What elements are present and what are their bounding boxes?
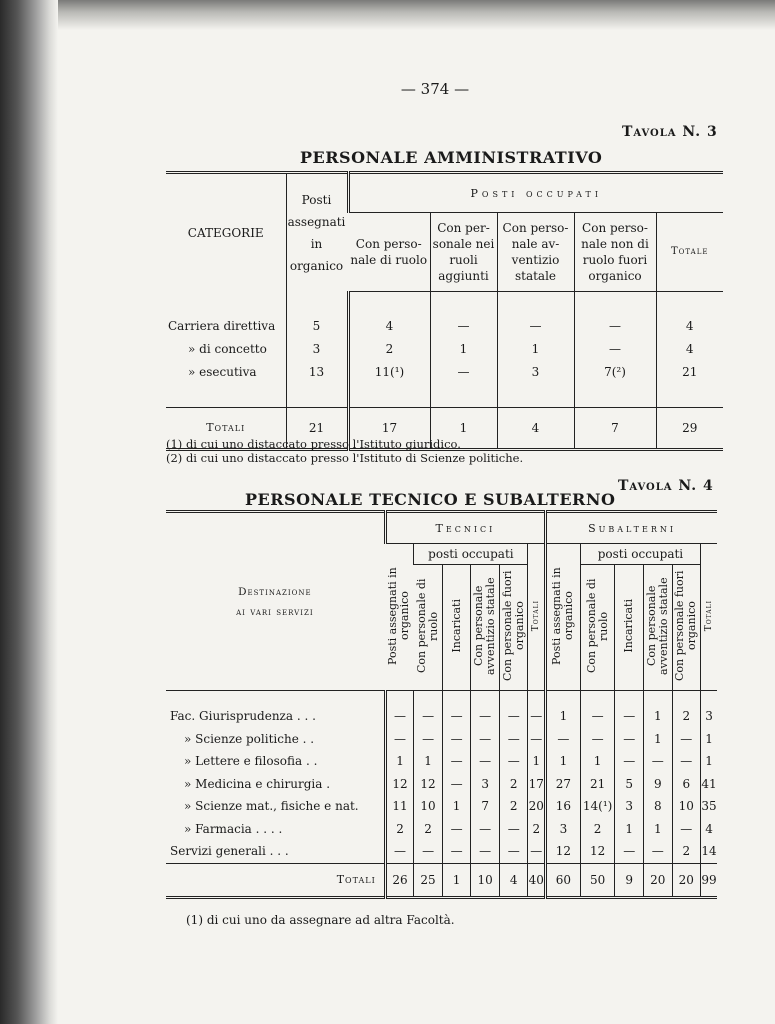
header-s-di-ruolo: Con personale di ruolo: [584, 578, 610, 674]
table-row: » Scienze mat., fisiche e nat. 11 10 1 7 2 20 16 14(¹) 3 8 10 35: [166, 795, 717, 818]
header-t-fuori-organico: Con personale fuori organico: [500, 570, 526, 682]
tavola-3-label: Tavola N. 3: [622, 124, 718, 140]
header-t-posti-assegnati: Posti assegnati in organico: [386, 566, 412, 665]
header-con-personale-di-ruolo: Con perso-nale di ruolo: [348, 213, 430, 292]
header-s-posti-occupati: posti occupati: [580, 544, 700, 565]
page-number: — 374 —: [400, 80, 470, 98]
header-ruoli-aggiunti: Con per-sonale nei ruoli aggiunti: [430, 213, 497, 292]
header-avventizio-statale: Con perso-nale av-ventizio statale: [497, 213, 574, 292]
book-binding-edge: [0, 0, 58, 1024]
header-s-totali: Totali: [704, 599, 715, 632]
table4-title: PERSONALE TECNICO E SUBALTERNO: [245, 490, 616, 509]
header-categorie: CATEGORIE: [187, 225, 264, 240]
header-subalterni: Subalterni: [546, 512, 717, 544]
header-s-fuori-organico: Con personale fuori organico: [673, 570, 699, 682]
header-posti-occupati: Posti occupati: [348, 173, 723, 213]
table-row: » esecutiva 13 11(¹) — 3 7(²) 21: [166, 361, 723, 384]
table-personale-amministrativo: [166, 171, 723, 451]
footnote-table4: (1) di cui uno da assegnare ad altra Facoltà.: [186, 913, 455, 927]
table-row: » di concetto 3 2 1 1 — 4: [166, 338, 723, 361]
header-tecnici: Tecnici: [385, 512, 545, 544]
totals-row: Totali 21 17 1 4 7 29: [166, 407, 723, 449]
header-t-avventizio: Con personale avventizio statale: [472, 577, 498, 675]
header-s-incaricati: Incaricati: [622, 599, 636, 653]
table-row: » Lettere e filosofia . . 1 1 — — — 1 1 1 — — — 1: [166, 750, 717, 773]
table-row: » Farmacia . . . . 2 2 — — — 2 3 2 1 1 — 4: [166, 818, 717, 841]
tavola-4-label: Tavola N. 4: [618, 478, 714, 494]
header-non-di-ruolo: Con perso-nale non di ruolo fuori organico: [574, 213, 656, 292]
footnote-2: (2) di cui uno distaccato presso l'Istituto di Scienze politiche.: [166, 451, 524, 465]
table-row: Carriera direttiva 5 4 — — — 4: [166, 315, 723, 338]
header-totale: Totale: [656, 213, 723, 292]
header-t-totali: Totali: [531, 599, 542, 632]
table-row: Fac. Giurisprudenza . . . — — — — — — 1 — — 1 2 3: [166, 705, 717, 728]
header-t-incaricati: Incaricati: [449, 599, 463, 653]
table-personale-tecnico-subalterno: [166, 510, 717, 899]
header-s-posti-assegnati: Posti assegnati in organico: [550, 566, 576, 665]
header-s-avventizio: Con personale avventizio statale: [644, 577, 670, 675]
table3-title: PERSONALE AMMINISTRATIVO: [300, 148, 603, 167]
table-row: » Scienze politiche . . — — — — — — — — — 1 — 1: [166, 728, 717, 751]
header-t-posti-occupati: posti occupati: [414, 544, 528, 565]
totals-row: Totali 26 25 1 10 4 40 60 50 9 20 20 99: [166, 863, 717, 897]
header-posti-assegnati: Posti assegnati in organico: [286, 173, 348, 292]
table-row: Servizi generali . . . — — — — — — 12 12 — — 2 14: [166, 840, 717, 863]
table-row: » Medicina e chirurgia . 12 12 — 3 2 17 27 21 5 9 6 41: [166, 773, 717, 796]
footnote-1: (1) di cui uno distaccato presso l'Istituto giuridico.: [166, 437, 461, 451]
header-ai-vari-servizi: ai vari servizi: [236, 605, 314, 618]
header-destinazione: Destinazione: [238, 585, 312, 598]
header-t-di-ruolo: Con personale di ruolo: [414, 578, 440, 674]
scan-shadow: [58, 0, 775, 30]
